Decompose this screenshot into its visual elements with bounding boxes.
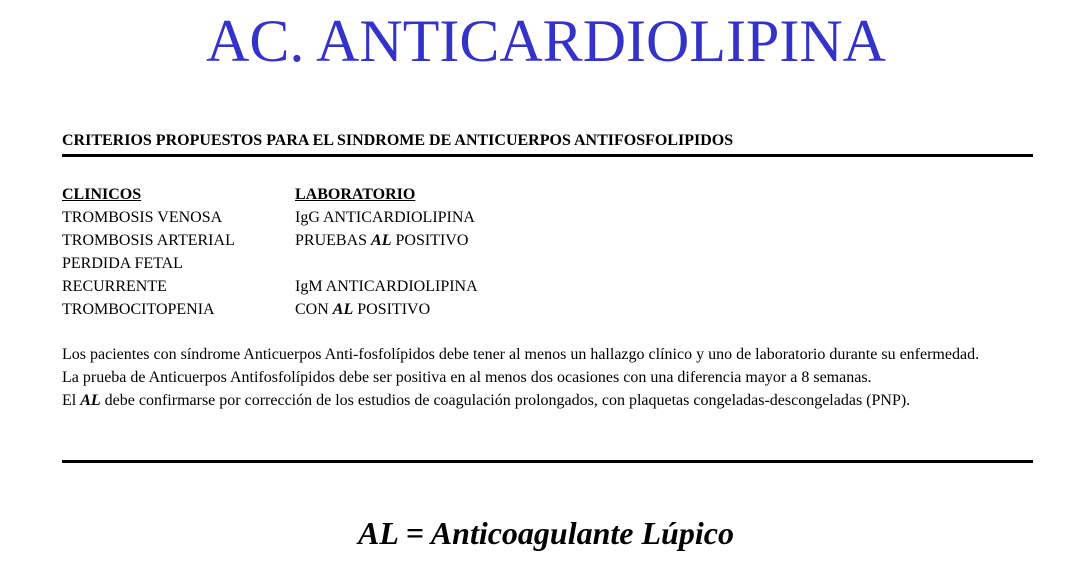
laboratorio-blank-line xyxy=(295,252,478,275)
laboratorio-item xyxy=(295,229,478,252)
al-abbreviation: AL xyxy=(332,301,354,318)
clinicos-item: TROMBOSIS ARTERIAL xyxy=(62,232,235,249)
page-title: AC. ANTICARDIOLIPINA xyxy=(206,8,886,74)
al-definition: AL = Anticoagulante Lúpico xyxy=(358,515,734,551)
laboratorio-item: IgG ANTICARDIOLIPINA xyxy=(295,209,475,226)
laboratorio-column xyxy=(295,183,478,321)
criteria-heading: CRITERIOS PROPUESTOS PARA EL SINDROME DE ANTICUERPOS ANTIFOSFOLIPIDOS xyxy=(62,132,734,149)
clinicos-item: RECURRENTE xyxy=(62,278,167,295)
laboratorio-item-text: POSITIVO xyxy=(353,301,431,318)
clinicos-item: PERDIDA FETAL xyxy=(62,255,183,272)
laboratorio-item xyxy=(295,298,478,321)
clinicos-column xyxy=(62,183,235,321)
note-paragraph xyxy=(62,389,1022,412)
note-paragraph: Los pacientes con síndrome Anticuerpos Anti-fosfolípidos debe tener al menos un hallazgo clínico y uno de laboratorio durante su enfermedad. xyxy=(62,346,980,363)
clinicos-item: TROMBOCITOPENIA xyxy=(62,301,215,318)
note-text: debe confirmarse por corrección de los estudios de coagulación prolongados, con plaquetas congeladas-descongeladas (PNP). xyxy=(100,392,911,409)
clinicos-item: TROMBOSIS VENOSA xyxy=(62,209,223,226)
top-divider xyxy=(62,154,1033,157)
clinicos-header: CLINICOS xyxy=(62,186,142,203)
laboratorio-item-text: PRUEBAS xyxy=(295,232,372,249)
al-abbreviation: AL xyxy=(371,232,392,249)
note-paragraph: La prueba de Anticuerpos Antifosfolípidos debe ser positiva en al menos dos ocasiones con una diferencia mayor a 8 semanas. xyxy=(62,369,872,386)
notes-section xyxy=(62,343,1022,412)
laboratorio-header: LABORATORIO xyxy=(295,186,416,203)
laboratorio-item-text: POSITIVO xyxy=(391,232,469,249)
laboratorio-item: IgM ANTICARDIOLIPINA xyxy=(295,278,478,295)
al-abbreviation: AL xyxy=(80,392,101,409)
laboratorio-item-text: CON xyxy=(295,301,333,318)
bottom-divider xyxy=(62,460,1033,463)
note-text: El xyxy=(62,392,81,409)
